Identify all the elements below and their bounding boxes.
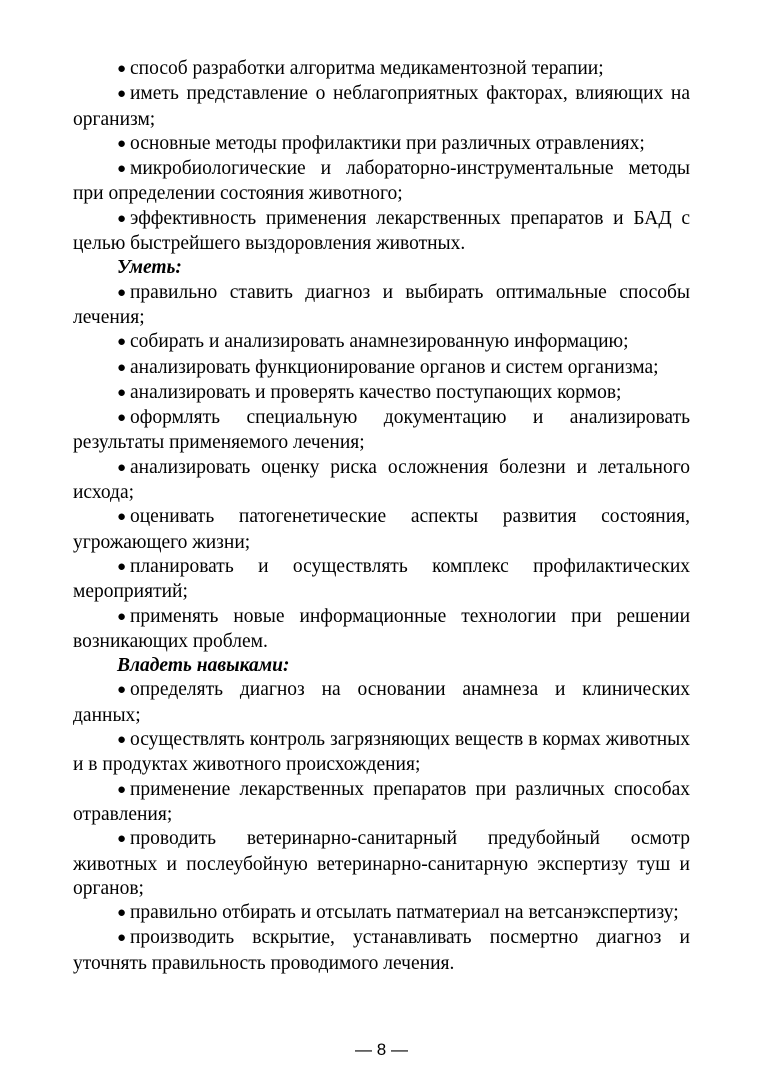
list-item-text: иметь представление о неблагоприятных факторах, влияющих на организм; [73,83,690,130]
list-item [73,57,690,82]
list-item-text: применение лекарственных препаратов при различных способах отравления; [73,778,690,825]
list-item [73,406,690,456]
bullet-icon: ● [117,558,127,575]
list-item-text: оформлять специальную документацию и анализировать результаты применяемого лечения; [73,407,690,454]
bullet-icon: ● [117,334,127,351]
page-number: — 8 — [355,1040,408,1059]
list-item [73,678,690,728]
list-item-text: определять диагноз на основании анамнеза и клинических данных; [73,679,690,726]
bullet-icon: ● [117,161,127,178]
bullet-icon: ● [117,86,127,103]
bullet-icon: ● [117,732,127,749]
list-item [73,381,690,406]
list-item [73,82,690,132]
bullet-icon: ● [117,384,127,401]
list-item-text: собирать и анализировать анамнезированную информацию; [130,331,629,353]
list-item-text: анализировать и проверять качество поступающих кормов; [130,381,622,403]
list-item [73,728,690,778]
list-item-text: способ разработки алгоритма медикаментозной терапии; [130,58,604,79]
section-heading-umet: Уметь: [117,257,182,279]
list-item [73,901,690,926]
bullet-icon: ● [117,410,127,427]
bullet-icon: ● [117,459,127,476]
bullet-icon: ● [117,905,127,922]
page-body [73,57,690,976]
bullet-icon: ● [117,210,127,227]
list-item [73,456,690,506]
list-item-text: анализировать оценку риска осложнения болезни и летального исхода; [73,456,690,504]
list-item [73,926,690,976]
list-item-text: планировать и осуществлять комплекс профилактических мероприятий; [73,555,690,603]
bullet-icon: ● [117,135,127,152]
list-item-text: осуществлять контроль загрязняющих веществ в кормах животных и в продуктах животного происхождения; [73,729,690,776]
list-item-text: микробиологические и лабораторно-инструментальные методы при определении состояния животного; [73,158,690,205]
bullet-icon: ● [117,781,127,798]
list-item [73,555,690,605]
list-item-text: оценивать патогенетические аспекты развития состояния, угрожающего жизни; [73,506,690,553]
list-item-text: проводить ветеринарно-санитарный предубойный осмотр животных и послеубойную ветеринарно-санитарную экспертизу туш и органов; [73,828,690,899]
bullet-icon: ● [117,284,127,301]
bullet-icon: ● [117,682,127,699]
list-item [73,778,690,828]
bullet-icon: ● [117,509,127,526]
bullet-icon: ● [117,930,127,947]
list-item [73,281,690,331]
bullet-icon: ● [117,831,127,848]
list-item-text: основные методы профилактики при различных отравлениях; [130,132,645,154]
list-item-text: производить вскрытие, устанавливать посмертно диагноз и уточнять правильность проводимого лечения. [73,927,690,974]
list-item [73,356,690,381]
list-item [73,605,690,655]
list-item-text: эффективность применения лекарственных препаратов и БАД с целью быстрейшего выздоровления животных. [73,207,690,255]
list-item-text: правильно отбирать и отсылать патматериал на ветсанэкспертизу; [130,902,679,924]
bullet-icon: ● [117,61,127,77]
list-item [73,827,690,901]
list-item-text: применять новые информационные технологии при решении возникающих проблем. [73,605,690,652]
list-item-text: правильно ставить диагноз и выбирать оптимальные способы лечения; [73,281,690,328]
list-item [73,330,690,355]
list-item-text: анализировать функционирование органов и систем организма; [130,356,659,378]
bullet-icon: ● [117,608,127,625]
list-item [73,207,690,257]
list-item [73,505,690,555]
section-heading-vladet-navykami: Владеть навыками: [117,655,290,677]
list-item [73,132,690,157]
list-item [73,157,690,207]
bullet-icon: ● [117,359,127,376]
